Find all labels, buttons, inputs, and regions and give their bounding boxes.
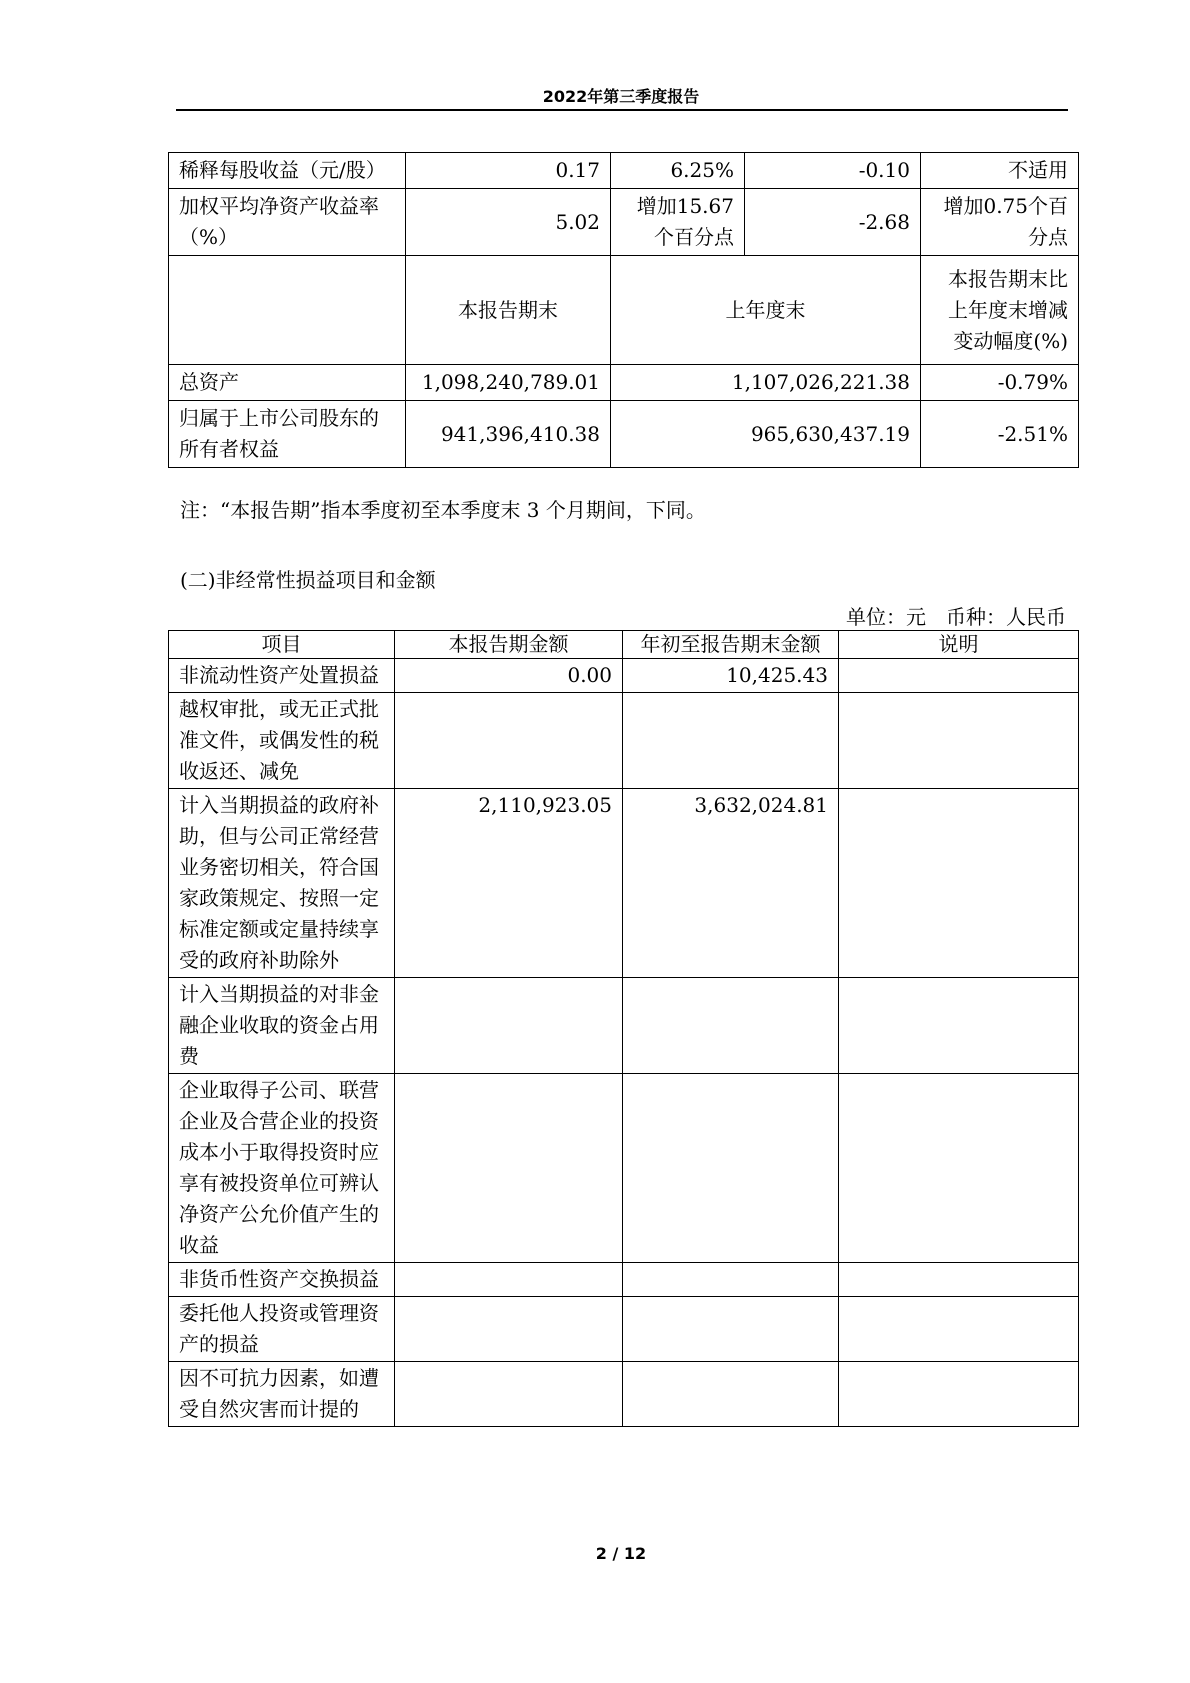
item-label: 企业取得子公司、联营企业及合营企业的投资成本小于取得投资时应享有被投资单位可辨认净资产公允价值产生的收益 <box>169 1074 395 1263</box>
note-cell <box>839 659 1079 693</box>
value-cell: 941,396,410.38 <box>406 401 611 468</box>
value-cell: 2,110,923.05 <box>395 789 623 978</box>
column-header: 本报告期末比上年度末增减变动幅度(%) <box>921 256 1079 365</box>
table-row <box>169 1263 1079 1297</box>
item-label: 非流动性资产处置损益 <box>169 659 395 693</box>
item-label: 越权审批，或无正式批准文件，或偶发性的税收返还、减免 <box>169 693 395 789</box>
section-title: (二)非经常性损益项目和金额 <box>180 568 436 592</box>
value-cell: 6.25% <box>611 153 745 189</box>
note-cell <box>839 789 1079 978</box>
table-row <box>169 401 1079 468</box>
table-row <box>169 365 1079 401</box>
table-row <box>169 189 1079 256</box>
unit-currency-line: 单位：元 币种：人民币 <box>846 605 1066 629</box>
value-cell <box>623 1263 839 1297</box>
value-cell: 0.00 <box>395 659 623 693</box>
key-financial-table <box>168 152 1079 468</box>
note-cell <box>839 1297 1079 1362</box>
note-cell <box>839 1263 1079 1297</box>
note-cell <box>839 1362 1079 1427</box>
table-row <box>169 153 1079 189</box>
value-cell: 10,425.43 <box>623 659 839 693</box>
note-cell <box>839 693 1079 789</box>
table-header-row <box>169 631 1079 659</box>
column-header: 说明 <box>839 631 1079 659</box>
value-cell <box>623 693 839 789</box>
table-row <box>169 659 1079 693</box>
note-cell <box>839 978 1079 1074</box>
value-cell <box>395 978 623 1074</box>
column-header: 项目 <box>169 631 395 659</box>
value-cell: 3,632,024.81 <box>623 789 839 978</box>
value-cell: -0.79% <box>921 365 1079 401</box>
value-cell: -0.10 <box>745 153 921 189</box>
value-cell <box>395 1362 623 1427</box>
table-row <box>169 1362 1079 1427</box>
table-row <box>169 1297 1079 1362</box>
column-header: 上年度末 <box>611 256 921 365</box>
value-cell <box>395 693 623 789</box>
page-number: 2 / 12 <box>595 1544 647 1563</box>
value-cell: 增加0.75个百分点 <box>921 189 1079 256</box>
value-cell: -2.68 <box>745 189 921 256</box>
item-label: 计入当期损益的对非金融企业收取的资金占用费 <box>169 978 395 1074</box>
value-cell: 1,107,026,221.38 <box>611 365 921 401</box>
column-header: 本报告期金额 <box>395 631 623 659</box>
value-cell: 5.02 <box>406 189 611 256</box>
value-cell <box>395 1074 623 1263</box>
header-divider <box>176 109 1068 111</box>
value-cell: 0.17 <box>406 153 611 189</box>
item-label: 委托他人投资或管理资产的损益 <box>169 1297 395 1362</box>
row-label: 加权平均净资产收益率（%） <box>169 189 406 256</box>
table-row <box>169 693 1079 789</box>
column-header: 年初至报告期末金额 <box>623 631 839 659</box>
note-cell <box>839 1074 1079 1263</box>
table-row <box>169 789 1079 978</box>
value-cell <box>623 1362 839 1427</box>
value-cell <box>623 1297 839 1362</box>
table-row <box>169 1074 1079 1263</box>
value-cell: -2.51% <box>921 401 1079 468</box>
table-header-row <box>169 256 1079 365</box>
row-label: 归属于上市公司股东的所有者权益 <box>169 401 406 468</box>
item-label: 非货币性资产交换损益 <box>169 1263 395 1297</box>
value-cell: 增加15.67个百分点 <box>611 189 745 256</box>
row-label: 总资产 <box>169 365 406 401</box>
item-label: 计入当期损益的政府补助，但与公司正常经营业务密切相关，符合国家政策规定、按照一定标准定额或定量持续享受的政府补助除外 <box>169 789 395 978</box>
value-cell: 不适用 <box>921 153 1079 189</box>
value-cell <box>395 1263 623 1297</box>
value-cell: 965,630,437.19 <box>611 401 921 468</box>
item-label: 因不可抗力因素，如遭受自然灾害而计提的 <box>169 1362 395 1427</box>
value-cell: 1,098,240,789.01 <box>406 365 611 401</box>
value-cell <box>623 1074 839 1263</box>
empty-cell <box>169 256 406 365</box>
report-header-title: 2022年第三季度报告 <box>542 87 700 106</box>
row-label: 稀释每股收益（元/股） <box>169 153 406 189</box>
table-row <box>169 978 1079 1074</box>
column-header: 本报告期末 <box>406 256 611 365</box>
non-recurring-items-table <box>168 630 1079 1427</box>
footnote: 注：“本报告期”指本季度初至本季度末 3 个月期间，下同。 <box>180 498 706 522</box>
value-cell <box>623 978 839 1074</box>
value-cell <box>395 1297 623 1362</box>
